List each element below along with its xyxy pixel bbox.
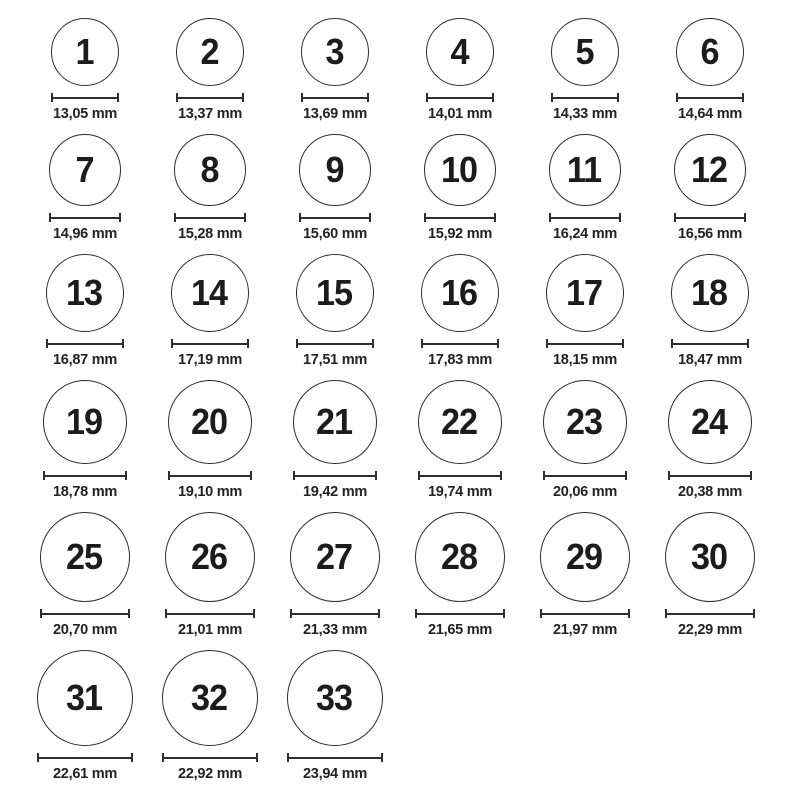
ring-size-cell [647, 18, 772, 122]
ring-size-number: 32 [191, 677, 228, 718]
ring-size-cell [522, 512, 647, 638]
ring-size-circle [174, 134, 246, 206]
diameter-measure-line [40, 609, 130, 618]
ring-size-number: 2 [200, 31, 219, 72]
ring-size-circle [540, 512, 630, 602]
ring-size-circle [46, 254, 124, 332]
ring-size-cell [647, 512, 772, 638]
ring-size-circle [290, 512, 380, 602]
diameter-label: 19,10 mm [177, 483, 242, 500]
ring-size-circle [51, 18, 119, 86]
ring-size-cell [22, 380, 147, 500]
diameter-measure-line [168, 471, 252, 480]
ring-size-circle [299, 134, 371, 206]
diameter-measure-line [551, 93, 619, 102]
diameter-label: 17,83 mm [427, 351, 492, 368]
ring-size-number: 17 [566, 272, 603, 313]
ring-size-circle [43, 380, 127, 464]
ring-size-circle [40, 512, 130, 602]
ring-size-cell [22, 134, 147, 242]
ring-size-number: 28 [441, 536, 478, 577]
ring-size-circle [171, 254, 249, 332]
chart-row [22, 512, 800, 638]
ring-size-circle [551, 18, 619, 86]
ring-size-number: 20 [191, 401, 228, 442]
diameter-measure-line [674, 213, 746, 222]
ring-size-cell [397, 512, 522, 638]
diameter-label: 22,61 mm [52, 765, 117, 782]
ring-size-circle [424, 134, 496, 206]
ring-size-number: 18 [691, 272, 728, 313]
ring-size-circle [546, 254, 624, 332]
ring-size-number: 26 [191, 536, 228, 577]
ring-size-circle [676, 18, 744, 86]
ring-size-number: 8 [200, 149, 219, 190]
diameter-measure-line [176, 93, 244, 102]
ring-size-number: 7 [75, 149, 94, 190]
diameter-label: 19,42 mm [302, 483, 367, 500]
ring-size-number: 12 [691, 149, 728, 190]
ring-size-cell [22, 18, 147, 122]
chart-row [22, 134, 800, 242]
diameter-measure-line [671, 339, 749, 348]
ring-size-circle [49, 134, 121, 206]
diameter-label: 22,92 mm [177, 765, 242, 782]
ring-size-circle [301, 18, 369, 86]
diameter-measure-line [543, 471, 627, 480]
chart-row [22, 380, 800, 500]
diameter-measure-line [421, 339, 499, 348]
diameter-label: 23,94 mm [302, 765, 367, 782]
diameter-label: 14,96 mm [52, 225, 117, 242]
ring-size-circle [287, 650, 383, 746]
chart-row [22, 254, 800, 368]
ring-size-cell [647, 134, 772, 242]
diameter-label: 13,69 mm [302, 105, 367, 122]
ring-size-number: 14 [191, 272, 228, 313]
diameter-measure-line [296, 339, 374, 348]
diameter-label: 15,92 mm [427, 225, 492, 242]
ring-size-circle [293, 380, 377, 464]
ring-size-circle [665, 512, 755, 602]
ring-size-cell [272, 512, 397, 638]
ring-size-cell [397, 254, 522, 368]
ring-size-cell [397, 380, 522, 500]
chart-row [22, 18, 800, 122]
diameter-measure-line [43, 471, 127, 480]
diameter-measure-line [665, 609, 755, 618]
ring-size-number: 27 [316, 536, 353, 577]
diameter-measure-line [293, 471, 377, 480]
ring-size-number: 24 [691, 401, 728, 442]
ring-size-number: 9 [325, 149, 344, 190]
diameter-measure-line [301, 93, 369, 102]
ring-size-cell [272, 134, 397, 242]
diameter-measure-line [676, 93, 744, 102]
diameter-label: 15,60 mm [302, 225, 367, 242]
diameter-measure-line [546, 339, 624, 348]
ring-size-number: 16 [441, 272, 478, 313]
diameter-measure-line [165, 609, 255, 618]
diameter-measure-line [174, 213, 246, 222]
diameter-measure-line [426, 93, 494, 102]
diameter-measure-line [46, 339, 124, 348]
diameter-label: 13,05 mm [52, 105, 117, 122]
diameter-measure-line [290, 609, 380, 618]
ring-size-cell [147, 380, 272, 500]
diameter-label: 20,06 mm [552, 483, 617, 500]
ring-size-number: 5 [575, 31, 594, 72]
ring-size-circle [168, 380, 252, 464]
ring-size-cell [397, 18, 522, 122]
ring-size-circle [549, 134, 621, 206]
diameter-label: 18,15 mm [552, 351, 617, 368]
ring-size-number: 23 [566, 401, 603, 442]
ring-size-cell [522, 380, 647, 500]
diameter-measure-line [540, 609, 630, 618]
ring-size-number: 6 [700, 31, 719, 72]
diameter-measure-line [287, 753, 383, 762]
ring-size-circle [674, 134, 746, 206]
diameter-measure-line [668, 471, 752, 480]
ring-size-cell [522, 254, 647, 368]
ring-size-number: 10 [441, 149, 478, 190]
diameter-label: 15,28 mm [177, 225, 242, 242]
ring-size-circle [165, 512, 255, 602]
ring-size-cell [272, 18, 397, 122]
diameter-label: 19,74 mm [427, 483, 492, 500]
ring-size-cell [147, 134, 272, 242]
diameter-measure-line [549, 213, 621, 222]
diameter-measure-line [424, 213, 496, 222]
ring-size-cell [147, 254, 272, 368]
diameter-label: 21,01 mm [177, 621, 242, 638]
ring-size-number: 13 [66, 272, 103, 313]
ring-size-cell [272, 650, 397, 782]
ring-size-circle [37, 650, 133, 746]
chart-row [22, 650, 800, 782]
diameter-measure-line [299, 213, 371, 222]
diameter-label: 17,19 mm [177, 351, 242, 368]
ring-size-circle [671, 254, 749, 332]
ring-size-number: 15 [316, 272, 353, 313]
diameter-label: 20,70 mm [52, 621, 117, 638]
diameter-label: 21,33 mm [302, 621, 367, 638]
ring-size-cell [22, 512, 147, 638]
ring-size-number: 33 [316, 677, 353, 718]
ring-size-cell [647, 380, 772, 500]
ring-size-circle [543, 380, 627, 464]
ring-size-number: 1 [75, 31, 94, 72]
ring-size-number: 30 [691, 536, 728, 577]
ring-size-number: 29 [566, 536, 603, 577]
ring-size-circle [296, 254, 374, 332]
diameter-measure-line [162, 753, 258, 762]
diameter-measure-line [418, 471, 502, 480]
ring-size-circle [668, 380, 752, 464]
diameter-label: 22,29 mm [677, 621, 742, 638]
diameter-label: 18,78 mm [52, 483, 117, 500]
ring-size-number: 22 [441, 401, 478, 442]
ring-size-cell [522, 134, 647, 242]
diameter-label: 21,97 mm [552, 621, 617, 638]
diameter-label: 14,01 mm [427, 105, 492, 122]
ring-size-number: 4 [450, 31, 469, 72]
ring-size-cell [272, 380, 397, 500]
diameter-label: 16,24 mm [552, 225, 617, 242]
ring-size-circle [415, 512, 505, 602]
ring-size-number: 31 [66, 677, 103, 718]
diameter-label: 20,38 mm [677, 483, 742, 500]
ring-size-number: 21 [316, 401, 353, 442]
ring-size-cell [147, 650, 272, 782]
ring-size-cell [522, 18, 647, 122]
diameter-label: 16,87 mm [52, 351, 117, 368]
ring-size-cell [22, 650, 147, 782]
ring-size-number: 25 [66, 536, 103, 577]
ring-size-circle [176, 18, 244, 86]
ring-size-circle [418, 380, 502, 464]
ring-size-number: 19 [66, 401, 103, 442]
ring-size-circle [421, 254, 499, 332]
diameter-measure-line [171, 339, 249, 348]
ring-size-number: 3 [325, 31, 344, 72]
diameter-label: 14,33 mm [552, 105, 617, 122]
ring-size-cell [272, 254, 397, 368]
ring-size-cell [647, 254, 772, 368]
diameter-label: 17,51 mm [302, 351, 367, 368]
diameter-label: 13,37 mm [177, 105, 242, 122]
ring-size-cell [397, 134, 522, 242]
ring-size-cell [22, 254, 147, 368]
diameter-measure-line [51, 93, 119, 102]
ring-size-cell [147, 18, 272, 122]
diameter-label: 21,65 mm [427, 621, 492, 638]
ring-size-circle [162, 650, 258, 746]
ring-size-cell [147, 512, 272, 638]
diameter-measure-line [37, 753, 133, 762]
diameter-measure-line [49, 213, 121, 222]
diameter-label: 18,47 mm [677, 351, 742, 368]
ring-size-circle [426, 18, 494, 86]
diameter-measure-line [415, 609, 505, 618]
ring-size-number: 11 [567, 149, 602, 190]
diameter-label: 14,64 mm [677, 105, 742, 122]
diameter-label: 16,56 mm [677, 225, 742, 242]
